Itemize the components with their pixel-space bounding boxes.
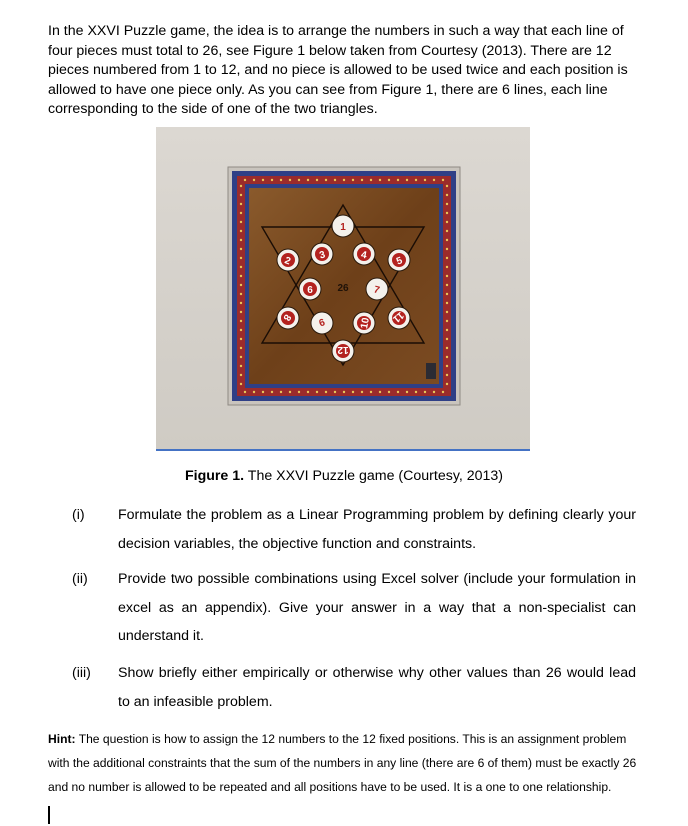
frame-dot bbox=[244, 179, 246, 181]
frame-dot bbox=[298, 391, 300, 393]
frame-dot bbox=[262, 391, 264, 393]
frame-dot bbox=[280, 179, 282, 181]
frame-dot bbox=[289, 179, 291, 181]
frame-dot bbox=[240, 311, 242, 313]
piece-number: 6 bbox=[307, 285, 313, 296]
frame-dot bbox=[271, 391, 273, 393]
frame-dot bbox=[240, 338, 242, 340]
figure-caption bbox=[0, 468, 688, 484]
frame-dot bbox=[352, 179, 354, 181]
frame-dot bbox=[280, 391, 282, 393]
question-text: Formulate the problem as a Linear Programming problem by defining clearly your decision variables, the objective function and constraints. bbox=[118, 507, 636, 552]
frame-dot bbox=[244, 391, 246, 393]
frame-dot bbox=[446, 194, 448, 196]
question-text: Provide two possible combinations using Excel solver (include your formulation in excel as an appendix). Give your answer in a way that a non-specialist can understand it. bbox=[118, 571, 636, 644]
center-label: 26 bbox=[337, 283, 349, 294]
frame-dot bbox=[433, 179, 435, 181]
piece-number: 5 bbox=[395, 255, 405, 268]
piece-number: 9 bbox=[316, 315, 326, 328]
frame-dot bbox=[424, 179, 426, 181]
frame-dot bbox=[240, 221, 242, 223]
frame-dot bbox=[446, 383, 448, 385]
piece-number: 12 bbox=[337, 344, 349, 355]
question-text: Show briefly either empirically or otherwise why other values than 26 would lead to an infeasible problem. bbox=[118, 665, 636, 710]
frame-dot bbox=[415, 391, 417, 393]
caption-label: Figure 1. bbox=[184, 468, 245, 484]
puzzle-piece bbox=[353, 312, 375, 334]
frame-dot bbox=[446, 239, 448, 241]
frame-dot bbox=[240, 239, 242, 241]
puzzle-piece bbox=[299, 278, 321, 300]
frame-dot bbox=[240, 275, 242, 277]
frame-dot bbox=[433, 391, 435, 393]
frame-dot bbox=[397, 179, 399, 181]
frame-dot bbox=[406, 179, 408, 181]
question-number: (i) bbox=[72, 507, 85, 523]
frame-dot bbox=[289, 391, 291, 393]
frame-dot bbox=[397, 391, 399, 393]
frame-dot bbox=[271, 179, 273, 181]
frame-dot bbox=[388, 179, 390, 181]
frame-dot bbox=[307, 391, 309, 393]
frame-dot bbox=[240, 320, 242, 322]
frame-dot bbox=[240, 329, 242, 331]
frame-dot bbox=[388, 391, 390, 393]
hint-text: The question is how to assign the 12 numbers to the 12 fixed positions. This is an assignment problem with the additional constraints that the sum of the numbers in any line (there are 6 of them) must be exactly 26 and no number is allowed to be repeated and all positions have to be used. It is a one to one relationship. bbox=[48, 732, 637, 794]
frame-dot bbox=[262, 179, 264, 181]
hint-label: Hint: bbox=[48, 732, 76, 746]
frame-dot bbox=[253, 179, 255, 181]
frame-dot bbox=[240, 257, 242, 259]
frame-dot bbox=[240, 383, 242, 385]
frame-dot bbox=[343, 391, 345, 393]
frame-dot bbox=[379, 391, 381, 393]
frame-dot bbox=[446, 374, 448, 376]
frame-dot bbox=[446, 275, 448, 277]
frame-dot bbox=[253, 391, 255, 393]
frame-dot bbox=[446, 293, 448, 295]
frame-dot bbox=[240, 302, 242, 304]
puzzle-piece bbox=[388, 307, 410, 329]
frame-dot bbox=[240, 356, 242, 358]
puzzle-photo bbox=[156, 127, 530, 449]
frame-dot bbox=[446, 185, 448, 187]
puzzle-piece bbox=[311, 243, 333, 265]
piece-number: 1 bbox=[340, 222, 346, 233]
piece-number: 4 bbox=[360, 249, 368, 262]
frame-dot bbox=[370, 391, 372, 393]
frame-dot bbox=[406, 391, 408, 393]
piece-number: 10 bbox=[359, 316, 372, 330]
piece-number: 11 bbox=[390, 309, 406, 325]
frame-dot bbox=[446, 311, 448, 313]
frame-dot bbox=[446, 284, 448, 286]
puzzle-piece bbox=[366, 278, 388, 300]
frame-dot bbox=[240, 248, 242, 250]
puzzle-piece bbox=[388, 249, 410, 271]
caption-text: The XXVI Puzzle game (Courtesy, 2013) bbox=[244, 468, 504, 484]
frame-dot bbox=[424, 391, 426, 393]
piece-number: 2 bbox=[282, 255, 292, 268]
frame-dot bbox=[325, 179, 327, 181]
frame-dot bbox=[298, 179, 300, 181]
frame-dot bbox=[343, 179, 345, 181]
question-number: (iii) bbox=[72, 665, 91, 681]
frame-dot bbox=[240, 284, 242, 286]
frame-dot bbox=[240, 230, 242, 232]
frame-dot bbox=[442, 391, 444, 393]
frame-dot bbox=[446, 338, 448, 340]
frame-dot bbox=[446, 230, 448, 232]
puzzle-piece bbox=[277, 307, 299, 329]
frame-dot bbox=[446, 365, 448, 367]
frame-dot bbox=[240, 212, 242, 214]
question-number: (ii) bbox=[72, 571, 88, 587]
frame-dot bbox=[240, 185, 242, 187]
frame-dot bbox=[446, 266, 448, 268]
frame-dot bbox=[352, 391, 354, 393]
frame-dot bbox=[307, 179, 309, 181]
frame-dot bbox=[415, 179, 417, 181]
figure-border-line bbox=[156, 449, 530, 451]
frame-dot bbox=[240, 365, 242, 367]
frame-dot bbox=[379, 179, 381, 181]
intro-paragraph: In the XXVI Puzzle game, the idea is to arrange the numbers in such a way that each line of four pieces must total to 26, see Figure 1 below taken from Courtesy (2013). There are 12 pieces numbered from 1 to 12, and no piece is allowed to be used twice and each position is allowed to have one piece only. As you can see from Figure 1, there are 6 lines, each line corresponding to the side of one of the two triangles. bbox=[48, 23, 628, 117]
text-cursor bbox=[48, 806, 50, 824]
frame-dot bbox=[240, 374, 242, 376]
frame-dot bbox=[442, 179, 444, 181]
puzzle-figure bbox=[156, 127, 530, 449]
frame-dot bbox=[446, 221, 448, 223]
frame-dot bbox=[446, 257, 448, 259]
puzzle-piece bbox=[311, 312, 333, 334]
frame-dot bbox=[334, 391, 336, 393]
frame-dot bbox=[316, 179, 318, 181]
frame-dot bbox=[370, 179, 372, 181]
corner-block bbox=[426, 363, 436, 379]
hint-paragraph bbox=[48, 727, 640, 799]
frame-dot bbox=[446, 203, 448, 205]
puzzle-piece bbox=[332, 215, 354, 237]
frame-dot bbox=[361, 391, 363, 393]
frame-dot bbox=[446, 302, 448, 304]
puzzle-piece bbox=[277, 249, 299, 271]
piece-number: 8 bbox=[280, 312, 293, 323]
frame-dot bbox=[446, 329, 448, 331]
frame-dot bbox=[325, 391, 327, 393]
frame-dot bbox=[446, 356, 448, 358]
frame-dot bbox=[361, 179, 363, 181]
frame-dot bbox=[240, 293, 242, 295]
frame-dot bbox=[240, 266, 242, 268]
piece-number: 3 bbox=[318, 249, 327, 262]
frame-dot bbox=[446, 248, 448, 250]
frame-dot bbox=[316, 391, 318, 393]
frame-dot bbox=[446, 320, 448, 322]
frame-dot bbox=[240, 203, 242, 205]
puzzle-piece bbox=[353, 243, 375, 265]
puzzle-piece bbox=[332, 340, 354, 362]
piece-number: 7 bbox=[372, 284, 381, 297]
frame-dot bbox=[446, 212, 448, 214]
frame-dot bbox=[446, 347, 448, 349]
frame-dot bbox=[334, 179, 336, 181]
frame-dot bbox=[240, 194, 242, 196]
frame-dot bbox=[240, 347, 242, 349]
